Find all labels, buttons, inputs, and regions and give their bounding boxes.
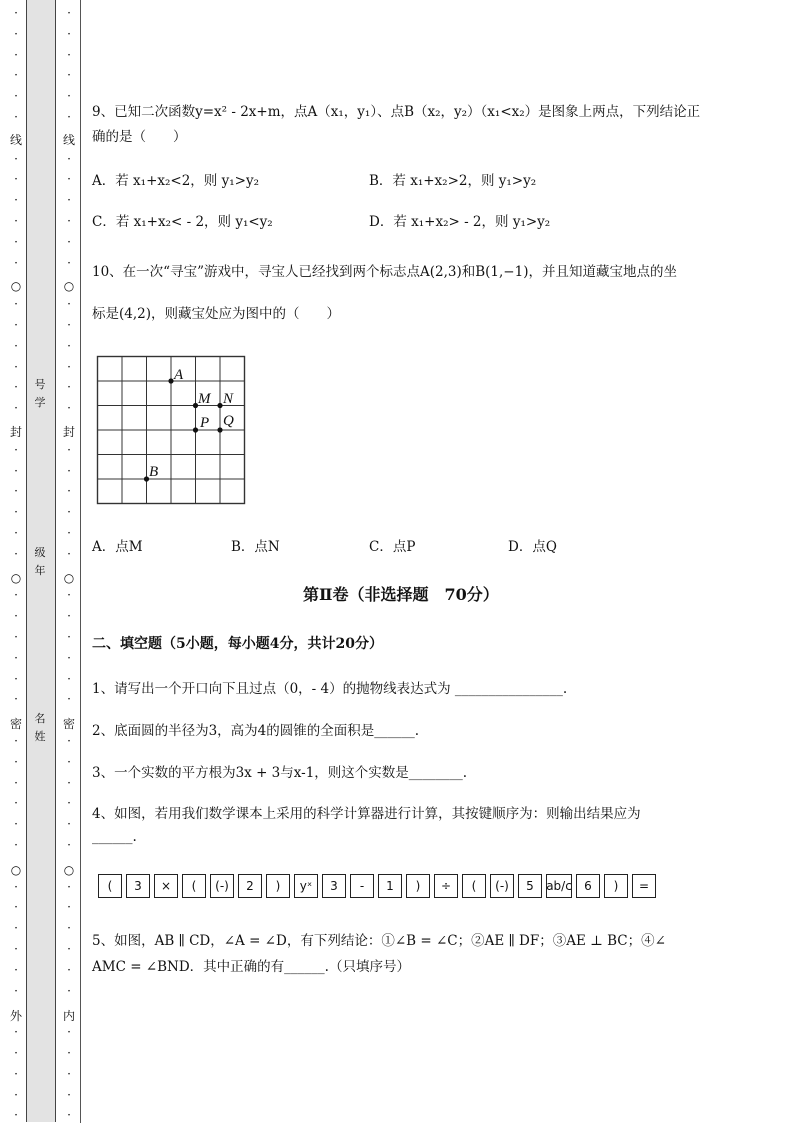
- inner-dot: ·: [67, 1087, 71, 1102]
- inner-dot: ·: [67, 318, 71, 332]
- inner-dot: ·: [67, 900, 71, 915]
- outer-dot: ·: [14, 900, 18, 915]
- calc-key: -: [350, 874, 374, 898]
- outer-dot: ·: [14, 401, 18, 416]
- point-q-marker: [217, 427, 222, 432]
- inner-dot: ·: [67, 89, 71, 104]
- q9-stem-line1: 9、已知二次函数y=x² - 2x+m，点A（x₁，y₁）、点B（x₂，y₂）（x₁<x₂）是图象上两点，下列结论正: [92, 104, 701, 120]
- inner-dot: ·: [67, 151, 71, 166]
- outer-dot: ·: [14, 526, 18, 540]
- point-p-label: P: [200, 415, 210, 431]
- q9-option-c: C．若 x₁+x₂< - 2，则 y₁<y₂: [92, 214, 273, 230]
- inner-dot: ·: [67, 796, 71, 811]
- outer-dot: ·: [14, 921, 18, 936]
- inner-dot: ·: [67, 817, 71, 832]
- outer-label-3: 密: [9, 717, 22, 731]
- outer-dot: ·: [14, 318, 18, 332]
- inner-dot: ·: [67, 671, 71, 686]
- inner-dot: ·: [67, 1108, 71, 1123]
- outer-dot: ·: [14, 609, 18, 624]
- inner-dot: ·: [67, 921, 71, 936]
- outer-dot: ·: [14, 442, 18, 457]
- outer-dot: ·: [14, 172, 18, 187]
- outer-circle-2: ○: [10, 571, 22, 585]
- inner-dot: ·: [67, 442, 71, 457]
- outer-dot: ·: [14, 650, 18, 665]
- outer-dot: ·: [14, 255, 18, 270]
- outer-dot: ·: [14, 110, 18, 124]
- inner-dot: ·: [67, 505, 71, 520]
- inner-dot: ·: [67, 775, 71, 790]
- outer-dot: ·: [14, 942, 18, 956]
- outer-dot: ·: [14, 692, 18, 707]
- inner-dot: ·: [67, 193, 71, 208]
- inner-dot: ·: [67, 214, 71, 228]
- q10-stem-line1: 10、在一次“寻宝”游戏中，寻宝人已经找到两个标志点A(2,3)和B(1,−1)，并且知道藏宝地点的坐: [92, 264, 677, 280]
- inner-dot: ·: [67, 692, 71, 707]
- inner-label-3: 密: [62, 717, 75, 731]
- outer-dot: ·: [14, 47, 18, 62]
- outer-dot: ·: [14, 297, 18, 312]
- inner-dot: ·: [67, 234, 71, 249]
- inner-dot: ·: [67, 650, 71, 665]
- inner-dot: ·: [67, 1046, 71, 1060]
- outer-dot: ·: [14, 1025, 18, 1040]
- inner-dot: ·: [67, 942, 71, 956]
- outer-dot-column: [9, 0, 23, 1123]
- outer-dot: ·: [14, 546, 18, 561]
- calc-key: 2: [238, 874, 262, 898]
- point-a-marker: [168, 378, 173, 383]
- q9-option-b: B．若 x₁+x₂>2，则 y₁>y₂: [369, 173, 537, 189]
- outer-dot: ·: [14, 6, 18, 20]
- inner-dot: ·: [67, 609, 71, 624]
- outer-circle-1: ○: [10, 279, 22, 293]
- calc-key: (: [98, 874, 122, 898]
- calculator-key-sequence: [98, 874, 656, 898]
- calc-key: ÷: [434, 874, 458, 898]
- inner-dot: ·: [67, 380, 71, 395]
- calc-key: 1: [378, 874, 402, 898]
- q10-stem-line2: 标是(4,2)，则藏宝处应为图中的（ ）: [92, 306, 341, 322]
- fill-q2: 2、底面圆的半径为3，高为4的圆锥的全面积是______.: [92, 723, 420, 739]
- outer-dot: ·: [14, 630, 18, 644]
- outer-dot: ·: [14, 817, 18, 832]
- outer-dot: ·: [14, 484, 18, 499]
- calc-key: ): [266, 874, 290, 898]
- point-n-marker: [217, 403, 222, 408]
- outer-dot: ·: [14, 1108, 18, 1123]
- inner-circle-2: ○: [63, 571, 75, 585]
- calc-key: yˣ: [294, 874, 318, 898]
- calc-key: ): [604, 874, 628, 898]
- outer-dot: ·: [14, 234, 18, 249]
- fill-q4-line2: ______.: [92, 829, 137, 845]
- inner-dot: ·: [67, 110, 71, 124]
- calc-key: =: [632, 874, 656, 898]
- inner-dot: ·: [67, 484, 71, 499]
- inner-dot: ·: [67, 255, 71, 270]
- outer-dot: ·: [14, 1046, 18, 1060]
- calc-key: (: [462, 874, 486, 898]
- inner-dot: ·: [67, 401, 71, 416]
- outer-dot: ·: [14, 754, 18, 769]
- inner-dot: ·: [67, 338, 71, 353]
- outer-label-1: 线: [9, 133, 22, 147]
- part2-title: 第Ⅱ卷（非选择题 70分）: [303, 585, 499, 604]
- outer-dot: ·: [14, 588, 18, 603]
- outer-dot: ·: [14, 463, 18, 478]
- outer-dot: ·: [14, 193, 18, 208]
- outer-dot: ·: [14, 983, 18, 998]
- q10-option-a: A．点M: [92, 539, 143, 555]
- outer-dot: ·: [14, 68, 18, 83]
- outer-dot: ·: [14, 89, 18, 104]
- point-m-label: M: [198, 391, 211, 407]
- point-q-label: Q: [223, 413, 234, 429]
- inner-dot: ·: [67, 754, 71, 769]
- inner-dot: ·: [67, 838, 71, 852]
- inner-dot: ·: [67, 526, 71, 540]
- inner-dot: ·: [67, 546, 71, 561]
- outer-dot: ·: [14, 671, 18, 686]
- field-label-id: 号 学: [34, 378, 46, 409]
- inner-label-4: 内: [62, 1009, 75, 1023]
- fill-q4-line1: 4、如图，若用我们数学课本上采用的科学计算器进行计算，其按键顺序为：则输出结果应为: [92, 806, 641, 822]
- calc-key: (-): [210, 874, 234, 898]
- fill-in-section-heading: 二、填空题（5小题，每小题4分，共计20分）: [92, 636, 383, 652]
- inner-dot: ·: [67, 6, 71, 20]
- outer-dot: ·: [14, 1087, 18, 1102]
- inner-dot: ·: [67, 1025, 71, 1040]
- outer-dot: ·: [14, 1066, 18, 1081]
- field-label-grade: 级 年: [34, 546, 46, 577]
- inner-dot: ·: [67, 962, 71, 977]
- calc-key: (: [182, 874, 206, 898]
- fill-q3: 3、一个实数的平方根为3x + 3与x-1，则这个实数是________.: [92, 765, 468, 781]
- outer-circle-3: ○: [10, 863, 22, 877]
- inner-dot: ·: [67, 172, 71, 187]
- inner-dot: ·: [67, 297, 71, 312]
- inner-dot: ·: [67, 1066, 71, 1081]
- field-label-name: 名 姓: [34, 712, 46, 743]
- calc-key: 5: [518, 874, 542, 898]
- point-n-label: N: [223, 391, 234, 407]
- outer-dot: ·: [14, 775, 18, 790]
- inner-circle-3: ○: [63, 863, 75, 877]
- q9-stem-line2: 确的是（ ）: [92, 129, 187, 145]
- outer-dot: ·: [14, 962, 18, 977]
- fill-q5-line1: 5、如图，AB ∥ CD，∠A = ∠D，有下列结论：①∠B = ∠C；②AE ∥ DF；③AE ⊥ BC；④∠: [92, 933, 666, 949]
- outer-label-2: 封: [9, 425, 22, 439]
- inner-dot-column: [62, 0, 76, 1123]
- inner-dot: ·: [67, 68, 71, 83]
- calc-key: ab/c: [546, 874, 572, 898]
- inner-dot: ·: [67, 463, 71, 478]
- inner-dot: ·: [67, 588, 71, 603]
- inner-dot: ·: [67, 26, 71, 41]
- inner-dot: ·: [67, 359, 71, 374]
- outer-dot: ·: [14, 380, 18, 395]
- outer-dot: ·: [14, 338, 18, 353]
- outer-dot: ·: [14, 734, 18, 748]
- outer-dot: ·: [14, 838, 18, 852]
- inner-dot: ·: [67, 630, 71, 644]
- inner-dot: ·: [67, 879, 71, 894]
- outer-dot: ·: [14, 879, 18, 894]
- q10-option-c: C．点P: [369, 539, 416, 555]
- outer-dot: ·: [14, 214, 18, 228]
- point-p-marker: [193, 427, 198, 432]
- q9-option-d: D．若 x₁+x₂> - 2，则 y₁>y₂: [369, 214, 551, 230]
- q10-option-b: B．点N: [231, 539, 280, 555]
- calc-key: 3: [126, 874, 150, 898]
- outer-dot: ·: [14, 796, 18, 811]
- calc-key: ): [406, 874, 430, 898]
- treasure-grid-figure: [96, 355, 248, 507]
- outer-label-4: 外: [9, 1009, 22, 1023]
- calc-key: ×: [154, 874, 178, 898]
- q10-option-d: D．点Q: [508, 539, 557, 555]
- calc-key: 3: [322, 874, 346, 898]
- outer-dot: ·: [14, 151, 18, 166]
- inner-dot: ·: [67, 983, 71, 998]
- inner-label-2: 封: [62, 425, 75, 439]
- inner-dot: ·: [67, 734, 71, 748]
- inner-dot: ·: [67, 47, 71, 62]
- outer-dot: ·: [14, 505, 18, 520]
- binding-right-rule: [80, 0, 81, 1123]
- binding-margin: [0, 0, 86, 1123]
- inner-label-1: 线: [62, 133, 75, 147]
- outer-dot: ·: [14, 359, 18, 374]
- point-b-label: B: [149, 464, 159, 480]
- calc-key: (-): [490, 874, 514, 898]
- fill-q5-line2: AMC = ∠BND．其中正确的有______.（只填序号）: [92, 959, 410, 975]
- outer-dot: ·: [14, 26, 18, 41]
- calc-key: 6: [576, 874, 600, 898]
- fill-q1: 1、请写出一个开口向下且过点（0，- 4）的抛物线表达式为 ________________.: [92, 681, 568, 697]
- point-a-label: A: [174, 367, 184, 383]
- inner-circle-1: ○: [63, 279, 75, 293]
- q9-option-a: A．若 x₁+x₂<2，则 y₁>y₂: [92, 173, 259, 189]
